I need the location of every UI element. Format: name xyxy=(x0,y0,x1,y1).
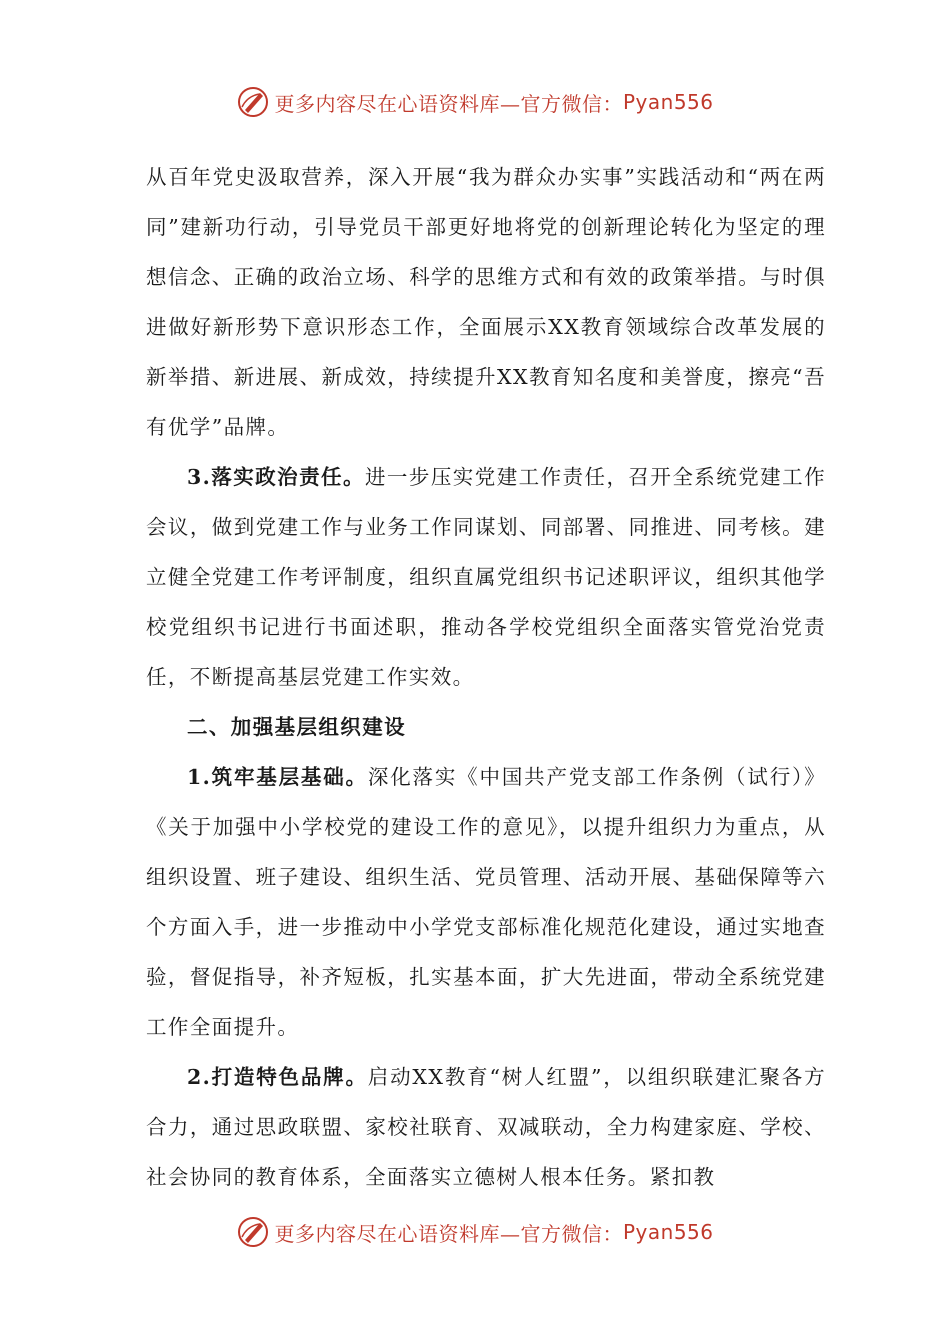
section-heading-text: 二、加强基层组织建设 xyxy=(187,715,406,739)
paragraph-item xyxy=(146,752,826,1052)
section-heading xyxy=(146,702,826,752)
paragraph-lead: 3.落实政治责任。 xyxy=(187,465,365,489)
banner-text: 更多内容尽在心语资料库—官方微信： xyxy=(274,1221,623,1246)
footer-banner xyxy=(0,1212,950,1252)
pen-logo-icon xyxy=(236,85,270,119)
document-body xyxy=(146,152,826,1202)
paragraph-text: 启动XX教育“树人红盟”，以组织联建汇聚各方合力，通过思政联盟、家校社联育、双减联动，全力构建家庭、学校、社会协同的教育体系，全面落实立德树人根本任务。紧扣教 xyxy=(146,1065,826,1189)
paragraph-item xyxy=(146,1052,826,1202)
paragraph-lead: 1.筑牢基层基础。 xyxy=(187,765,368,789)
paragraph-continuation xyxy=(146,152,826,452)
header-banner xyxy=(0,82,950,122)
banner-wechat-id: Pyan556 xyxy=(622,1220,714,1244)
paragraph-text: 深化落实《中国共产党支部工作条例（试行）》《关于加强中小学校党的建设工作的意见》，以提升组织力为重点，从组织设置、班子建设、组织生活、党员管理、活动开展、基础保障等六个方面入手，进一步推动中小学党支部标准化规范化建设，通过实地查验，督促指导，补齐短板，扎实基本面，扩大先进面，带动全系统党建工作全面提升。 xyxy=(146,765,826,1039)
banner-text: 更多内容尽在心语资料库—官方微信： xyxy=(274,91,623,116)
paragraph-text: 进一步压实党建工作责任，召开全系统党建工作会议，做到党建工作与业务工作同谋划、同部署、同推进、同考核。建立健全党建工作考评制度，组织直属党组织书记述职评议，组织其他学校党组织书记进行书面述职，推动各学校党组织全面落实管党治党责任，不断提高基层党建工作实效。 xyxy=(146,465,826,689)
banner-wechat-id: Pyan556 xyxy=(622,90,714,114)
paragraph-item xyxy=(146,452,826,702)
paragraph-lead: 2.打造特色品牌。 xyxy=(187,1065,368,1089)
pen-logo-icon xyxy=(236,1215,270,1249)
paragraph-text: 从百年党史汲取营养，深入开展“我为群众办实事”实践活动和“两在两同”建新功行动，引导党员干部更好地将党的创新理论转化为坚定的理想信念、正确的政治立场、科学的思维方式和有效的政策举措。与时俱进做好新形势下意识形态工作，全面展示XX教育领域综合改革发展的新举措、新进展、新成效，持续提升XX教育知名度和美誉度，擦亮“吾有优学”品牌。 xyxy=(146,165,826,439)
